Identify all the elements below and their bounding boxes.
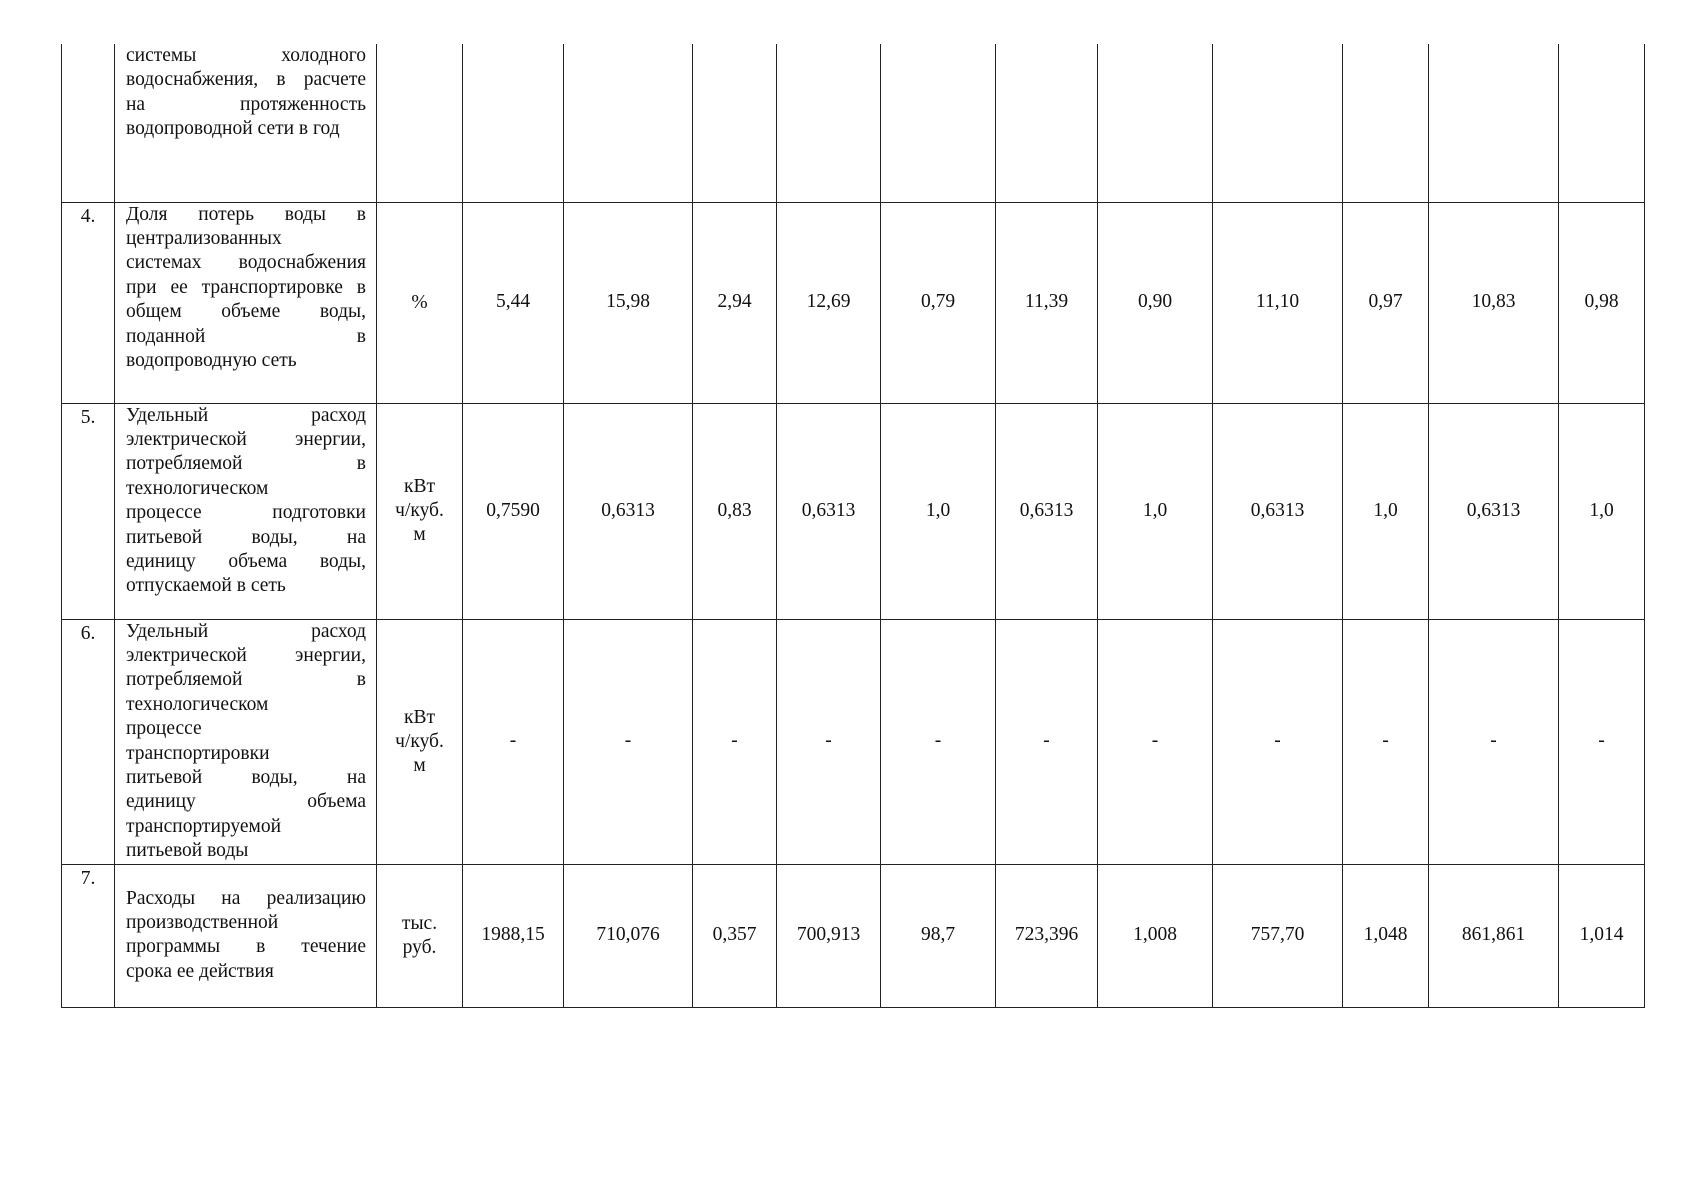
unit-line: ч/куб. xyxy=(395,730,444,752)
row-number: 7. xyxy=(80,867,96,889)
value-text: - xyxy=(1151,730,1159,752)
unit-cell xyxy=(377,864,463,1007)
value-text: 15,98 xyxy=(606,291,650,313)
row-number-cell xyxy=(62,864,115,1007)
indicator-name-line: электрической энергии, xyxy=(126,428,366,450)
value-text: 0,357 xyxy=(712,924,757,946)
value-text: 861,861 xyxy=(1461,924,1526,946)
unit-cell xyxy=(377,44,463,202)
value-cell xyxy=(463,202,564,403)
value-cell xyxy=(881,403,996,619)
value-cell xyxy=(463,44,564,202)
unit-cell xyxy=(377,403,463,619)
value-cell xyxy=(1213,403,1343,619)
indicator-name-line: питьевой воды, на xyxy=(126,526,366,548)
value-text: - xyxy=(1274,730,1281,752)
value-text: 0,6313 xyxy=(601,499,655,521)
value-text: 11,39 xyxy=(1024,291,1069,313)
value-cell xyxy=(1429,619,1559,864)
unit-line: м xyxy=(413,754,426,776)
value-cell xyxy=(693,403,777,619)
value-cell xyxy=(1559,403,1645,619)
value-cell xyxy=(1343,202,1429,403)
table-body xyxy=(62,44,1645,1007)
indicator-name-line: водопроводную сеть xyxy=(126,349,297,371)
value-cell xyxy=(1429,403,1559,619)
row-number: 4. xyxy=(80,205,96,227)
unit-line: кВт xyxy=(403,706,435,728)
value-cell xyxy=(996,403,1098,619)
row-number-cell xyxy=(62,619,115,864)
value-text: 723,396 xyxy=(1014,924,1079,946)
indicator-name-cell xyxy=(115,619,377,864)
row-number-cell xyxy=(62,44,115,202)
unit-cell xyxy=(377,202,463,403)
value-text: 0,98 xyxy=(1584,291,1619,313)
value-text: 1,0 xyxy=(1142,499,1168,521)
indicator-name-line: отпускаемой в сеть xyxy=(126,575,286,597)
value-cell xyxy=(1343,403,1429,619)
table-row xyxy=(62,619,1645,864)
value-cell xyxy=(564,619,693,864)
value-cell xyxy=(1098,864,1213,1007)
value-cell xyxy=(777,202,881,403)
value-text: - xyxy=(934,730,942,752)
value-text: 1,0 xyxy=(925,499,951,521)
value-text: 5,44 xyxy=(495,291,531,313)
value-text: 2,94 xyxy=(717,291,752,313)
value-cell xyxy=(777,619,881,864)
value-text: 12,69 xyxy=(806,291,851,313)
value-text: 0,6313 xyxy=(801,499,856,521)
value-text: 0,6313 xyxy=(1250,499,1305,521)
value-text: 1,008 xyxy=(1133,924,1177,946)
value-cell xyxy=(1429,864,1559,1007)
value-text: - xyxy=(1382,730,1389,752)
value-text: 0,7590 xyxy=(486,499,540,521)
value-cell xyxy=(881,619,996,864)
indicator-name-line: Удельный расход xyxy=(126,404,366,426)
row-number: 5. xyxy=(80,406,96,428)
value-cell xyxy=(1429,202,1559,403)
value-cell xyxy=(996,864,1098,1007)
unit-line: руб. xyxy=(402,936,437,958)
indicator-name-line: процессе xyxy=(126,718,202,740)
value-text: 710,076 xyxy=(596,924,660,946)
value-text: 1,0 xyxy=(1589,499,1614,521)
row-number-cell xyxy=(62,403,115,619)
indicator-name-line: Расходы на реализацию xyxy=(126,887,366,909)
value-text: 1,014 xyxy=(1579,924,1624,946)
indicator-name-line: поданной в xyxy=(126,325,366,347)
value-cell xyxy=(996,44,1098,202)
value-text: 0,6313 xyxy=(1466,499,1521,521)
value-text: 0,6313 xyxy=(1019,499,1074,521)
value-cell xyxy=(1343,44,1429,202)
indicator-name-line: при ее транспортировке в xyxy=(126,276,366,298)
value-text: 700,913 xyxy=(796,924,861,946)
value-cell xyxy=(881,864,996,1007)
unit-cell xyxy=(377,619,463,864)
value-text: - xyxy=(509,730,517,752)
indicator-name-line: питьевой воды xyxy=(126,840,249,862)
indicator-name-line: единицу объема xyxy=(126,791,366,813)
value-cell xyxy=(693,864,777,1007)
indicator-name-line: транспортируемой xyxy=(126,815,282,837)
value-text: 1,0 xyxy=(1373,499,1398,521)
value-cell xyxy=(1098,44,1213,202)
value-text: - xyxy=(1598,730,1605,752)
value-cell xyxy=(1213,202,1343,403)
value-text: 0,79 xyxy=(920,291,956,313)
indicator-name-line: на протяженность xyxy=(126,93,366,115)
table-row xyxy=(62,403,1645,619)
value-cell xyxy=(1213,864,1343,1007)
value-cell xyxy=(693,619,777,864)
row-number: 6. xyxy=(80,622,96,644)
indicator-name-cell xyxy=(115,44,377,202)
value-cell xyxy=(996,619,1098,864)
value-cell xyxy=(693,202,777,403)
value-cell xyxy=(881,202,996,403)
table-row xyxy=(62,202,1645,403)
value-text: 1,048 xyxy=(1363,924,1408,946)
indicator-name-line: процессе подготовки xyxy=(126,502,366,524)
value-cell xyxy=(564,202,693,403)
value-text: 0,83 xyxy=(717,499,752,521)
value-cell xyxy=(1429,44,1559,202)
value-text: 0,97 xyxy=(1368,291,1403,313)
indicator-name-line: водоснабжения, в расчете xyxy=(126,69,366,91)
value-cell xyxy=(881,44,996,202)
value-cell xyxy=(1098,403,1213,619)
value-cell xyxy=(1343,864,1429,1007)
value-cell xyxy=(1213,44,1343,202)
value-cell xyxy=(777,403,881,619)
indicator-name-line: срока ее действия xyxy=(126,960,274,982)
indicator-name-line: питьевой воды, на xyxy=(126,766,366,788)
value-cell xyxy=(564,403,693,619)
value-text: 11,10 xyxy=(1255,291,1300,313)
row-number-cell xyxy=(62,202,115,403)
value-text: - xyxy=(1490,730,1497,752)
value-cell xyxy=(564,44,693,202)
value-text: 98,7 xyxy=(920,924,956,946)
value-cell xyxy=(693,44,777,202)
indicator-name-cell xyxy=(115,864,377,1007)
unit-line: м xyxy=(413,524,426,545)
value-text: - xyxy=(825,730,832,752)
indicator-name-line: Удельный расход xyxy=(126,620,366,642)
value-text: 0,90 xyxy=(1137,291,1173,313)
indicator-name-line: системах водоснабжения xyxy=(126,252,366,274)
table-row xyxy=(62,864,1645,1007)
unit-line: ч/куб. xyxy=(395,500,444,521)
value-cell xyxy=(1098,619,1213,864)
unit-line: % xyxy=(411,291,428,313)
value-text: 1988,15 xyxy=(481,924,545,946)
indicator-name-line: программы в течение xyxy=(126,936,366,958)
table-row xyxy=(62,44,1645,202)
value-cell xyxy=(1559,202,1645,403)
indicator-name-line: потребляемой в xyxy=(126,453,366,475)
value-text: 757,70 xyxy=(1250,924,1305,946)
indicator-name-cell xyxy=(115,202,377,403)
value-cell xyxy=(996,202,1098,403)
value-text: - xyxy=(731,730,738,752)
value-cell xyxy=(463,864,564,1007)
value-cell xyxy=(1559,44,1645,202)
value-text: 10,83 xyxy=(1471,291,1516,313)
indicator-name-line: технологическом xyxy=(126,693,269,715)
indicator-name-line: Доля потерь воды в xyxy=(126,203,366,225)
indicator-name-line: технологическом xyxy=(126,477,269,499)
value-cell xyxy=(463,619,564,864)
indicator-name-line: централизованных xyxy=(126,227,282,249)
indicator-name-line: единицу объема воды, xyxy=(126,550,366,572)
value-cell xyxy=(1343,619,1429,864)
value-cell xyxy=(777,44,881,202)
indicator-name-line: транспортировки xyxy=(126,742,270,764)
indicators-table xyxy=(61,44,1645,1008)
value-text: - xyxy=(624,730,632,752)
value-cell xyxy=(564,864,693,1007)
indicator-name-line: водопроводной сети в год xyxy=(126,118,340,140)
value-cell xyxy=(1559,864,1645,1007)
unit-line: кВт xyxy=(403,476,435,497)
value-cell xyxy=(463,403,564,619)
indicator-name-line: производственной xyxy=(126,911,279,933)
value-cell xyxy=(1559,619,1645,864)
indicator-name-line: электрической энергии, xyxy=(126,644,366,666)
value-cell xyxy=(777,864,881,1007)
indicator-name-cell xyxy=(115,403,377,619)
unit-line: тыс. xyxy=(401,912,438,934)
indicator-name-line: потребляемой в xyxy=(126,669,366,691)
indicator-name-line: системы холодного xyxy=(126,45,366,66)
value-cell xyxy=(1213,619,1343,864)
value-text: - xyxy=(1043,730,1050,752)
value-cell xyxy=(1098,202,1213,403)
indicator-name-line: общем объеме воды, xyxy=(126,301,366,323)
